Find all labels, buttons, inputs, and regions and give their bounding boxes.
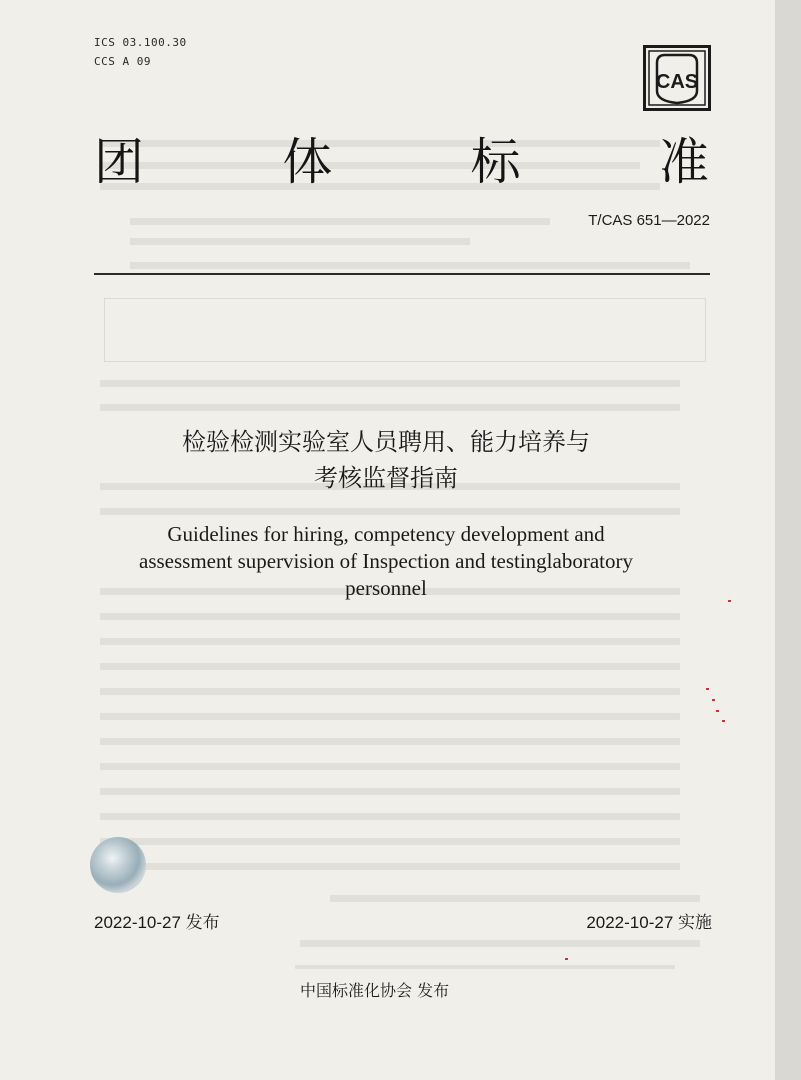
dates-row xyxy=(94,908,712,932)
bleed-through-line xyxy=(100,738,680,745)
cas-logo xyxy=(643,45,711,111)
logo-text: CAS xyxy=(655,71,699,93)
title-char: 标 xyxy=(470,133,521,191)
bleed-through-line xyxy=(100,863,680,870)
title-line: 考核监督指南 xyxy=(314,464,458,492)
bleed-through-line xyxy=(100,813,680,820)
bleed-through-line xyxy=(100,613,680,620)
ink-speck xyxy=(728,600,731,602)
ink-speck xyxy=(565,958,568,960)
divider-rule xyxy=(94,273,710,275)
title-line: assessment supervision of Inspection and testinglaboratory xyxy=(139,549,633,573)
bleed-through-line xyxy=(295,965,675,969)
ink-speck xyxy=(722,720,725,722)
implementation-date: 2022-10-27 实施 xyxy=(586,913,712,932)
ics-code: ICS 03.100.30 xyxy=(94,36,187,49)
hologram-sticker xyxy=(90,837,146,893)
ccs-code: CCS A 09 xyxy=(94,55,151,68)
bleed-through-frame xyxy=(104,298,706,362)
bleed-through-line xyxy=(130,218,550,225)
bleed-through-line xyxy=(100,688,680,695)
classification-codes xyxy=(94,33,187,71)
bleed-through-line xyxy=(130,238,470,245)
bleed-through-line xyxy=(100,788,680,795)
document-title-english xyxy=(100,521,672,602)
title-char: 准 xyxy=(658,133,709,191)
bleed-through-line xyxy=(100,508,680,515)
ink-speck xyxy=(712,699,715,701)
bleed-through-line xyxy=(330,895,700,902)
title-char: 体 xyxy=(282,133,333,191)
issue-date: 2022-10-27 发布 xyxy=(94,913,220,932)
bleed-through-line xyxy=(100,713,680,720)
bleed-through-line xyxy=(100,838,680,845)
bleed-through-line xyxy=(100,404,680,411)
ink-speck xyxy=(716,710,719,712)
document-title-chinese xyxy=(94,424,678,496)
bleed-through-line xyxy=(100,638,680,645)
title-line: Guidelines for hiring, competency development and xyxy=(167,522,605,546)
standard-number: T/CAS 651—2022 xyxy=(588,212,710,229)
title-line: personnel xyxy=(345,576,427,600)
bleed-through-line xyxy=(300,940,700,947)
bleed-through-line xyxy=(130,262,690,269)
ink-speck xyxy=(706,688,709,690)
main-title xyxy=(94,132,709,192)
title-line: 检验检测实验室人员聘用、能力培养与 xyxy=(182,428,590,456)
bleed-through-line xyxy=(100,380,680,387)
bleed-through-line xyxy=(100,663,680,670)
bleed-through-line xyxy=(100,763,680,770)
publisher: 中国标准化协会 发布 xyxy=(300,981,450,1000)
title-char: 团 xyxy=(94,133,144,191)
